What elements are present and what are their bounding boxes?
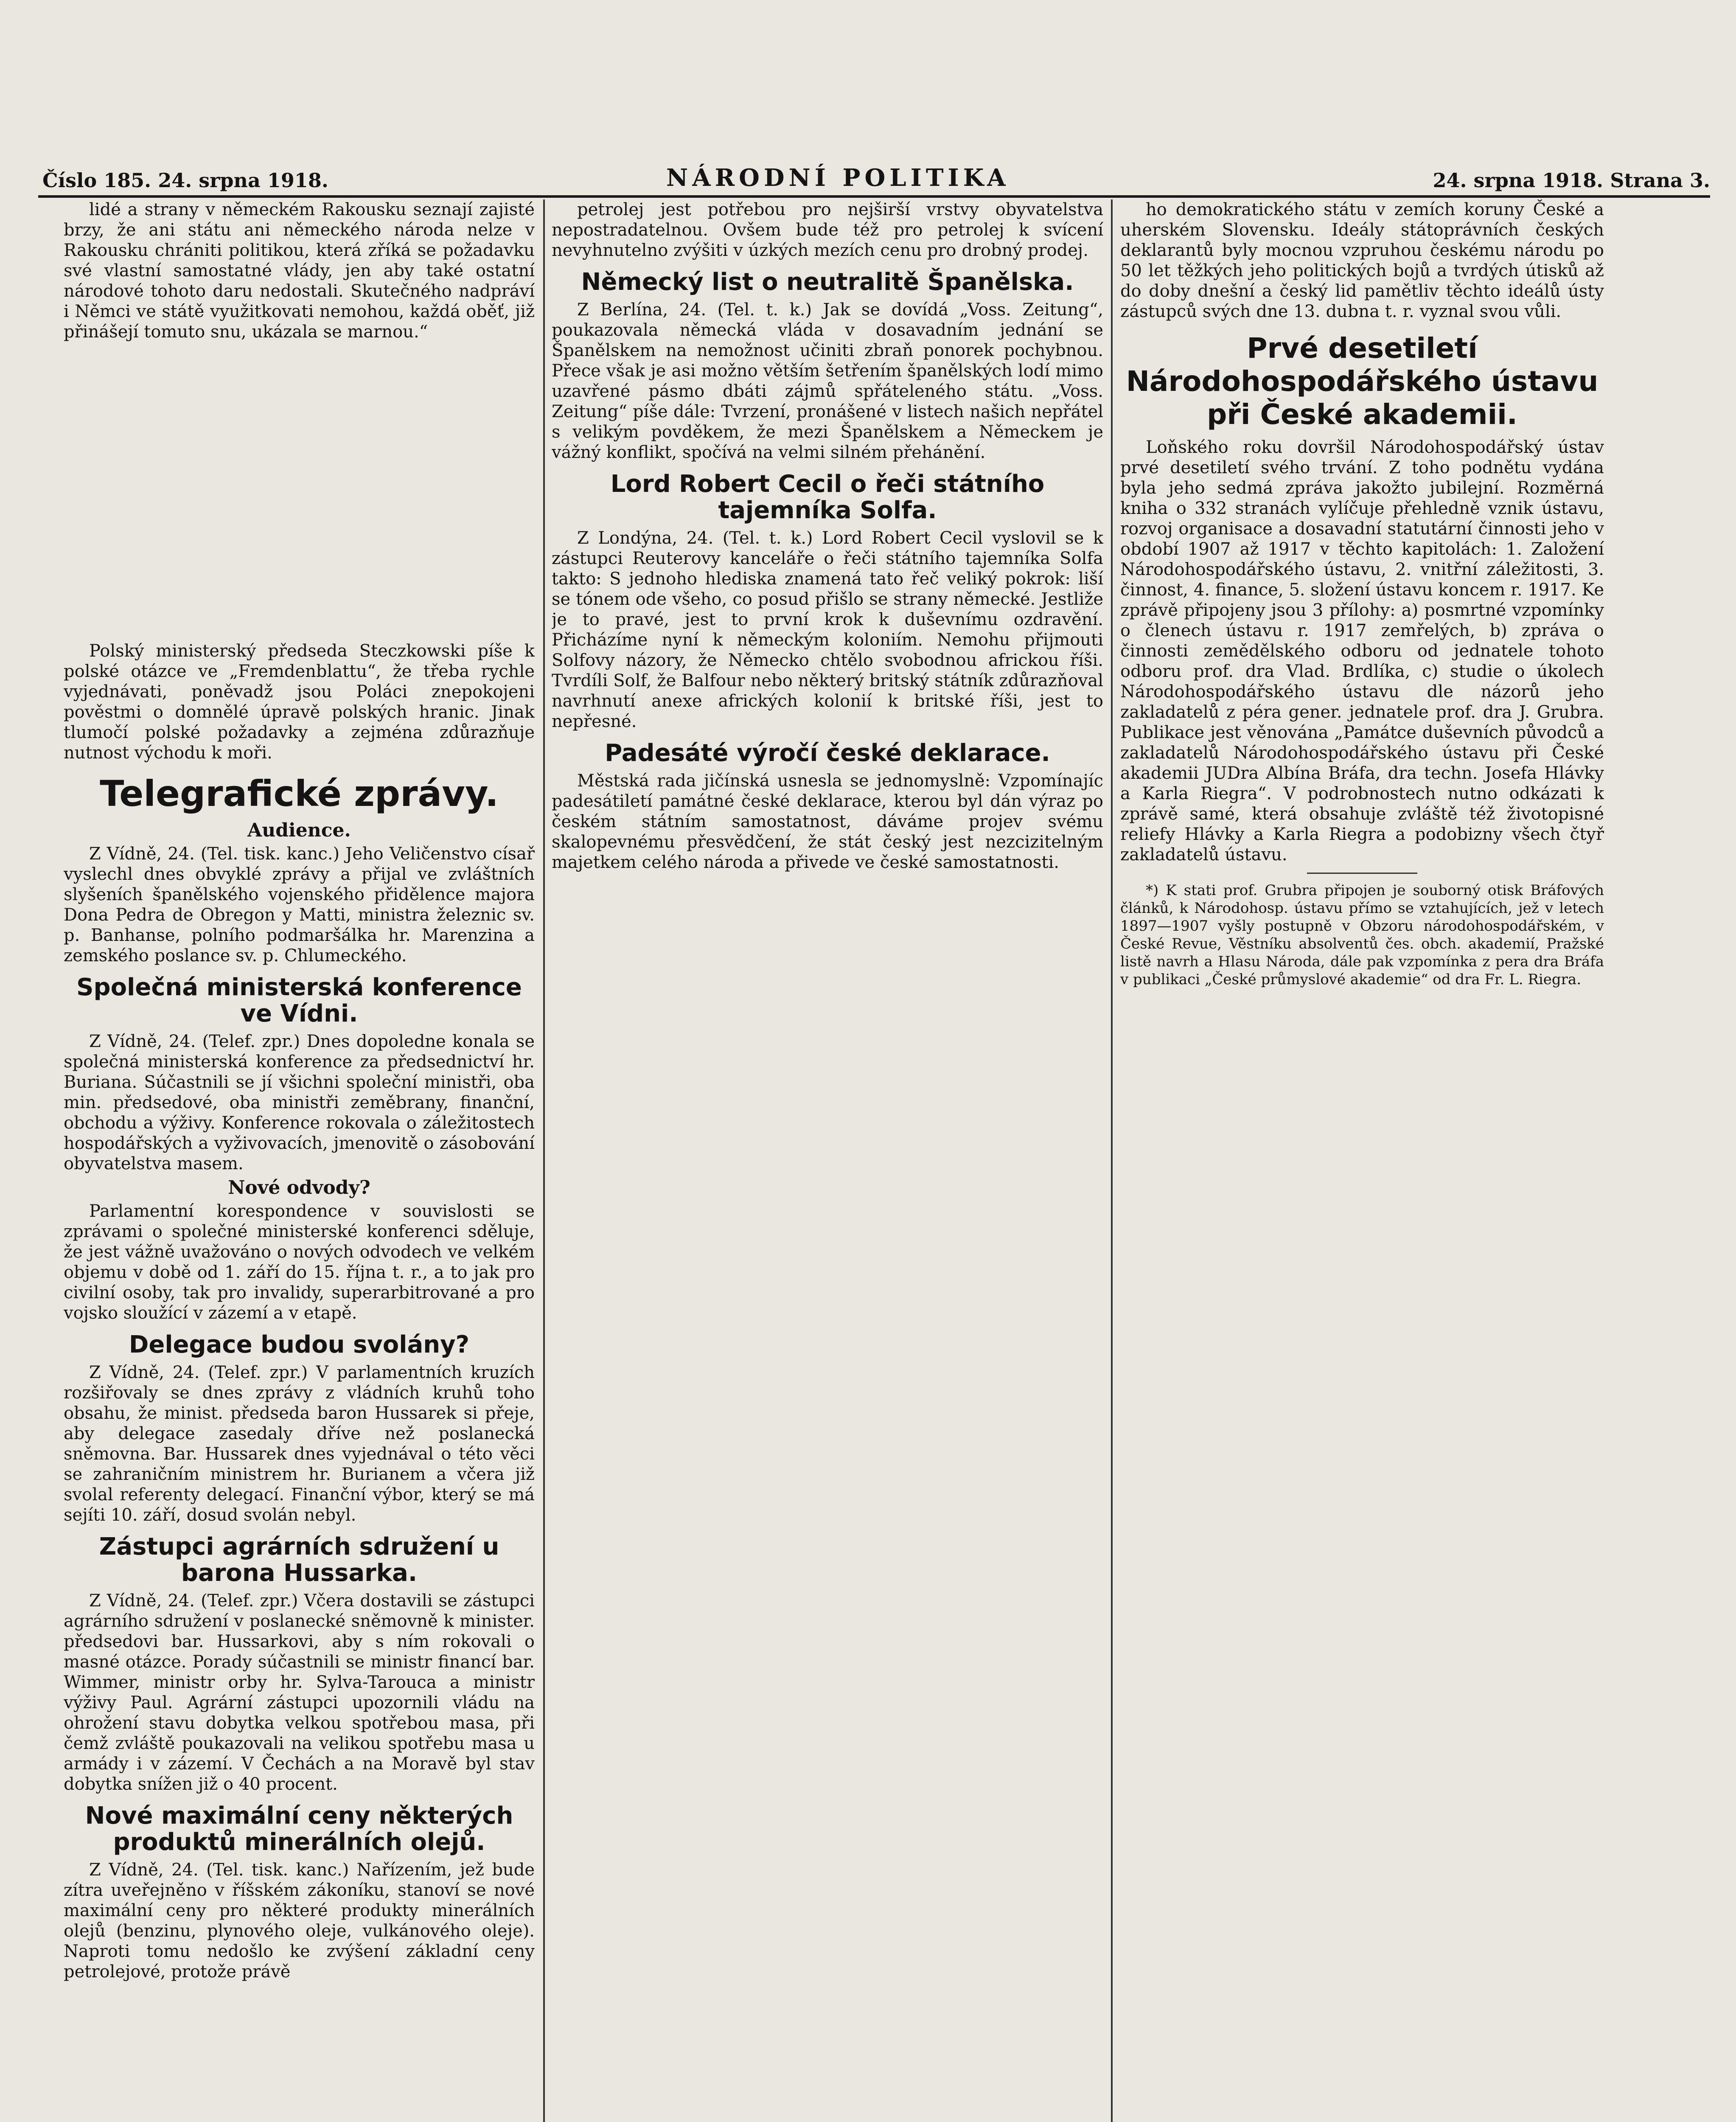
article-continuation: petrolej jest potřebou pro nejširší vrstvy obyvatelstva nepostradatelnou. Ovšem bude též pro petrolej k svícení nevyhnutelno zvýšiti v úzkých mezích cenu pro drobný prodej.: [552, 200, 1103, 260]
article-body: Z Vídně, 24. (Telef. zpr.) Včera dostavili se zástupci agrárního sdružení v poslanecké sněmovně k minister. předsedovi bar. Hussarkovi, aby s ním rokovali o masné otázce. Porady súčastnili se ministr financí bar. Wimmer, ministr orby hr. Sylva-Tarouca a ministr výživy Paul. Agrární zástupci upozornili vládu na ohrožení stavu dobytka velkou spotřebou masa, při čemž zvláště poukazovali na velikou spotřebu masa u armády i v zázemí. V Čechách a na Moravě byl stav dobytka snížen již o 40 procent.: [64, 1591, 535, 1794]
article-body: Loňského roku dovršil Národohospodářský ústav prvé desetiletí svého trvání. Z toho podnětu vydána byla jeho sedmá zpráva jakožto jubilejní. Rozměrná kniha o 332 stranách vylíčuje přehledně vznik ústavu, rozvoj organisace a dosavadní statutární činnosti jeho v období 1907 až 1917 v těchto kapitolách: 1. Založení Národohospodářského ústavu, 2. vnitřní záležitosti, 3. činnost, 4. finance, 5. složení ústavu koncem r. 1917. Ke zprávě připojeny jsou 3 přílohy: a) posmrtné vzpomínky o členech ústavu r. 1917 zemřelých, b) zpráva o činnosti zemědělského odboru od jednatele tohoto odboru prof. dra Vlad. Brdlíka, c) studie o úkolech Národohospodářského ústavu dle názorů jeho zakladatelů z péra gener. jednatele prof. dra J. Grubra. Publikace jest věnována „Památce duševních původců a zakladatelů Národohospodářského ústavu při České akademii JUDra Albína Bráfa, dra techn. Josefa Hlávky a Karla Riegra“. V podrobnostech nutno odkázati k zprávě samé, která obsahuje zvláště též životopisné reliefy Hlávky a Karla Riegra a podobizny všech čtyř zakladatelů ústavu.: [1120, 438, 1604, 865]
date-page-info: 24. srpna 1918. Strana 3.: [1433, 169, 1710, 192]
article-continuation: lidé a strany v německém Rakousku seznají zajisté brzy, že ani státu ani německého národa nelze v Rakousku chrániti politikou, která zříká se požadavku své vlastní samostatné vlády, jen aby také ostatní národové tohoto daru nedostali. Skutečného nadpráví i Němci ve státě využitkovati nemohou, každá oběť, již přinášejí tomuto snu, ukázala se marnou.“: [64, 200, 535, 342]
article-body: Z Vídně, 24. (Telef. zpr.) V parlamentních kruzích rozšiřovaly se dnes zprávy z vládních kruhů toho obsahu, že minist. předseda baron Hussarek si přeje, aby delegace zasedaly dříve než poslanecká sněmovna. Bar. Hussarek dnes vyjednával o této věci se zahraničním ministrem hr. Burianem a včera již svolal referenty delegací. Finanční výbor, který se má sejíti 10. září, dosud svolán nebyl.: [64, 1363, 535, 1525]
blank-space: [64, 344, 535, 641]
section-heading: Telegrafické zprávy.: [100, 773, 499, 814]
article-body: Z Londýna, 24. (Tel. t. k.) Lord Robert Cecil vyslovil se k zástupci Reuterovy kanceláře o řeči státního tajemníka Solfa takto: S jednoho hlediska znamená tato řeč veliký pokrok: liší se tónem ode všeho, co posud přišlo se strany německé. Jestliže je to pravé, jest to první krok k duševnímu ozdravění. Přicházíme nyní k německým koloniím. Nemohu přijmouti Solfovy názory, že Německo chtělo svobodnou africkou říši. Tvrdíli Solf, že Balfour nebo některý britský státník zdůrazňoval navrhnutí anexe afrických kolonií k britské říši, jest to nepřesné.: [552, 528, 1103, 731]
article-heading: Společná ministerská konference ve Vídni.: [76, 974, 522, 1027]
article-body: Parlamentní korespondence v souvislosti se zprávami o společné ministerské konferenci sděluje, že jest vážně uvažováno o nových odvodech ve velkém objemu v době od 1. září do 15. října t. r., a to jak pro civilní osoby, tak pro invalidy, superarbitrované a pro vojsko sloužící v zázemí a v etapě.: [64, 1201, 535, 1323]
column-divider: [543, 199, 545, 2122]
footnote-divider: [1307, 873, 1417, 874]
article-body: Z Vídně, 24. (Tel. tisk. kanc.) Jeho Veličenstvo císař vyslechl dnes obvyklé zprávy a přijal ve zvláštních slyšeních španělského vojenského přidělence majora Dona Pedra de Obregon y Matti, ministra železnic sv. p. Banhanse, polního podmaršálka hr. Marenzina a zemského poslance sv. p. Chlumeckého.: [64, 844, 535, 966]
article-body: Z Vídně, 24. (Tel. tisk. kanc.) Nařízením, jež bude zítra uveřejněno v říšském zákoníku, stanoví se nové maximální ceny pro některé produkty minerálních olejů (benzinu, plynového oleje, vulkánového oleje). Naproti tomu nedošlo ke zvýšení základní ceny petrolejové, protože právě: [64, 1860, 535, 1982]
article-heading: Německý list o neutralitě Španělska.: [581, 268, 1074, 296]
masthead: NÁRODNÍ POLITIKA: [666, 164, 1010, 192]
article-body: Městská rada jičínská usnesla se jednomyslně: Vzpomínajíc padesátiletí památné české deklarace, kterou byl dán výraz po českém státním samostatnost, dáváme projev svému skalopevnému přesvědčení, že stát český jest nezcizitelným majetkem celého národa a přivede ve české samostatnosti.: [552, 771, 1103, 872]
article-heading: Prvé desetiletí Národohospodářského ústavu při České akademii.: [1126, 332, 1599, 431]
page-header: [38, 161, 1710, 198]
article-heading: Lord Robert Cecil o řeči státního tajemníka Solfa.: [610, 470, 1045, 524]
column-2: [552, 199, 1103, 2122]
footnote: *) K stati prof. Grubra připojen je souborný otisk Bráfových článků, k Národohosp. ústavu přímo se vztahujících, jež v letech 1897—1907 vyšly postupně v Obzoru národohospodářském, v České Revue, Věstníku absolventů čes. obch. akademií, Pražské listě navrh a Hlasu Národa, dále pak vzpomínka z pera dra Bráfa v publikaci „České průmyslové akademie“ od dra Fr. L. Riegra.: [1120, 882, 1604, 988]
issue-info: Číslo 185. 24. srpna 1918.: [42, 169, 328, 192]
column-3: [1120, 199, 1604, 2122]
article-heading: Nové maximální ceny některých produktů minerálních olejů.: [85, 1802, 513, 1856]
article-heading: Delegace budou svolány?: [129, 1331, 470, 1359]
article-continuation: ho demokratického státu v zemích koruny České a uherském Slovensku. Ideály státoprávních českých deklarantů byly mocnou vzpruhou českému národu po 50 let těžkých jeho politických bojů a tvrdých útisků až do doby dnešní a český lid pamětliv těchto ideálů ústy zástupců svých dne 13. dubna t. r. vyznal svou vůli.: [1120, 200, 1604, 321]
article-heading: Nové odvody?: [228, 1177, 370, 1199]
article-body: Z Vídně, 24. (Telef. zpr.) Dnes dopoledne konala se společná ministerská konference za předsednictví hr. Buriana. Súčastnili se jí všichni společní ministři, oba min. předsedové, oba ministři zeměbrany, finanční, obchodu a výživy. Konference rokovala o záležitostech hospodářských a vyživovacích, jmenovitě o zásobování obyvatelstva masem.: [64, 1032, 535, 1173]
polish-note: Polský ministerský předseda Steczkowski píše k polské otázce ve „Fremdenblattu“, že třeba rychle vyjednávati, poněvadž jsou Poláci znepokojeni pověstmi o domnělé úpravě polských hranic. Jinak tlumočí polské požadavky a zejména zdůrazňuje nutnost východu k moři.: [64, 641, 535, 763]
article-heading: Audience.: [247, 820, 351, 841]
article-heading: Zástupci agrárních sdružení u barona Hussarka.: [99, 1533, 499, 1587]
column-divider: [1111, 199, 1113, 2122]
article-body: Z Berlína, 24. (Tel. t. k.) Jak se dovídá „Voss. Zeitung“, poukazovala německá vláda v dosavadním jednání se Španělskem na nemožnost učiniti zbraň ponorek pochybnou. Přece však je asi možno větším šetřením španělských lodí mimo uzavřené pásmo dbáti zájmů spřáteleného státu. „Voss. Zeitung“ píše dále: Tvrzení, pronášené v listech našich nepřátel s velikým povděkem, že mezi Španělskem a Německem je vážný konflikt, spočívá na velmi silném přehánění.: [552, 300, 1103, 462]
article-heading: Padesáté výročí české deklarace.: [605, 739, 1050, 767]
column-1: [64, 199, 535, 2122]
